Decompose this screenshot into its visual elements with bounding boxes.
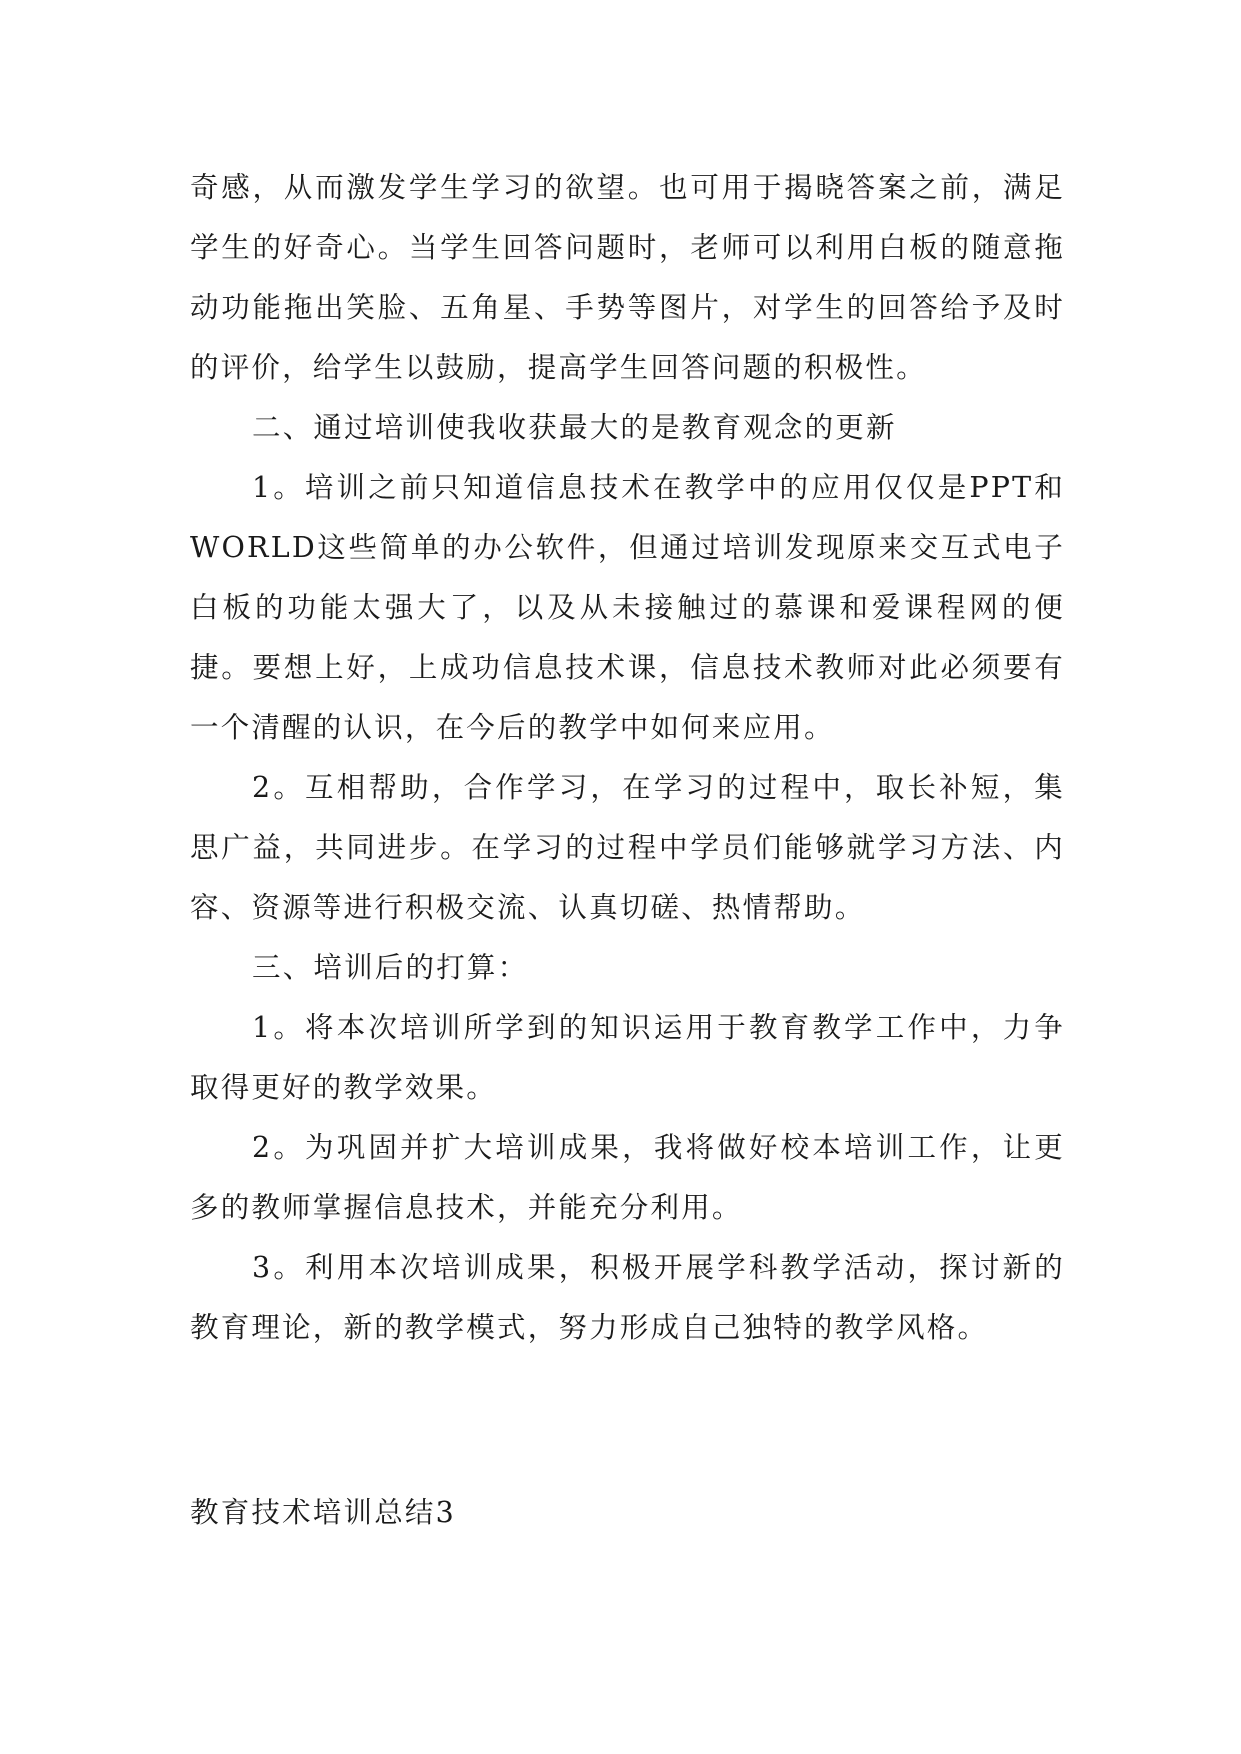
next-article-title: 教育技术培训总结3 bbox=[190, 1496, 456, 1529]
paragraph-point-3-3: 3。利用本次培训成果，积极开展学科教学活动，探讨新的教育理论，新的教学模式，努力形成自己独特的教学风格。 bbox=[190, 1251, 1065, 1344]
paragraph-intro-continuation: 奇感，从而激发学生学习的欲望。也可用于揭晓答案之前，满足学生的好奇心。当学生回答问题时，老师可以利用白板的随意拖动功能拖出笑脸、五角星、手势等图片，对学生的回答给予及时的评价，给学生以鼓励，提高学生回答问题的积极性。 bbox=[190, 171, 1065, 384]
paragraph-point-2-1: 1。培训之前只知道信息技术在教学中的应用仅仅是PPT和WORLD这些简单的办公软件，但通过培训发现原来交互式电子白板的功能太强大了，以及从未接触过的慕课和爱课程网的便捷。要想上好，上成功信息技术课，信息技术教师对此必须要有一个清醒的认识，在今后的教学中如何来应用。 bbox=[190, 471, 1065, 744]
paragraph-point-3-1: 1。将本次培训所学到的知识运用于教育教学工作中，力争取得更好的教学效果。 bbox=[190, 1011, 1065, 1104]
paragraph-point-2-2: 2。互相帮助，合作学习，在学习的过程中，取长补短，集思广益，共同进步。在学习的过程中学员们能够就学习方法、内容、资源等进行积极交流、认真切磋、热情帮助。 bbox=[190, 771, 1065, 924]
paragraph-point-3-2: 2。为巩固并扩大培训成果，我将做好校本培训工作，让更多的教师掌握信息技术，并能充分利用。 bbox=[190, 1131, 1065, 1224]
section-heading-two: 二、通过培训使我收获最大的是教育观念的更新 bbox=[252, 411, 897, 444]
section-heading-three: 三、培训后的打算： bbox=[252, 951, 529, 984]
document-body bbox=[190, 158, 1065, 1358]
